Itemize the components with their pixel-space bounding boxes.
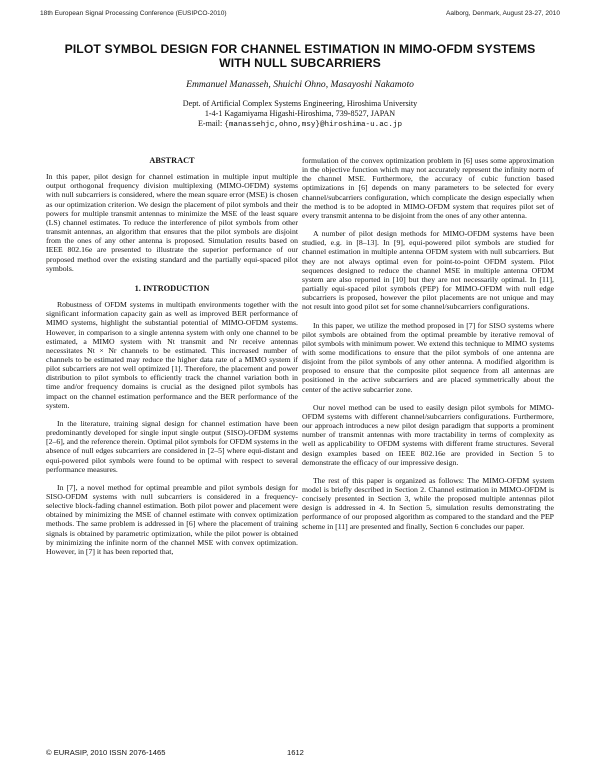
affiliation-email-line <box>100 119 500 130</box>
affiliation-address: 1-4-1 Kagamiyama Higashi-Hiroshima, 739-8527, JAPAN <box>204 109 396 118</box>
location-date-header: Aalborg, Denmark, August 23-27, 2010 <box>446 10 560 17</box>
left-column <box>46 156 298 556</box>
right-column <box>302 156 554 531</box>
abstract-heading: ABSTRACT <box>149 156 195 165</box>
body-paragraph: formulation of the convex optimization problem in [6] uses some approximation in the objective function which may not accurately represent the infinity norm of the channel MSE. Furthermore, the accuracy of cubic function based optimizations in [6] depends on many parameters to be selected for every channel/subcarriers configuration, which complicate the design especially when the method is to be adopted in MIMO-OFDM system that requires pilot set of every transmit antenna to be disjoint from the ones of any other antenna. <box>302 156 554 220</box>
abstract-text: In this paper, pilot design for channel estimation in multiple input multiple output orthogonal frequency division multiplexing (MIMO-OFDM) systems with null subcarriers is considered, where the mean square error (MSE) is chosen as our optimization criterion. We design the placement of pilot symbols and their powers for multiple transmit antennas to minimize the MSE of the least square (LS) channel estimates. To reduce the interference of pilot symbols from other transmit antennas, an algorithm that ensures that the pilot symbols are disjoint from the ones of any other antenna is proposed. Simulation results based on IEEE 802.16e are presented to illustrate the superior performance of our proposed method over the existing standard and the partially equi-spaced pilot symbols. <box>46 172 299 273</box>
paper-title: PILOT SYMBOL DESIGN FOR CHANNEL ESTIMATION IN MIMO-OFDM SYSTEMS WITH NULL SUBCARRIERS <box>64 42 536 70</box>
intro-paragraph: In the literature, training signal design for channel estimation have been predominantly developed for single input single output (SISO)-OFDM systems [2–6], and the reference therein. Optimal pilot symbols for OFDM systems in the absence of null edges subcarriers are considered in [2–5] where equi-distant and equi-powered pilot symbols were found to be optimal with respect to several performance measures. <box>46 418 298 474</box>
intro-paragraph: Robustness of OFDM systems in multipath environments together with the significant information capacity gain as well as improved BER performance of MIMO systems, highlight the substantial potential of MIMO-OFDM systems. However, in comparison to a single antenna system with only one channel to be estimated, a MIMO system with Nt transmit and Nr receive antennas necessitates Nt × Nr channels to be estimated. This increased number of channels to be estimated may reduce the higher data rate of a MIMO system if pilot subcarriers are not well optimized [1]. Therefore, the placement and power distribution to pilot symbols to efficiently track the channel variation both in time and/or frequency domains is crucial as the designed pilot symbols has impact on the channel estimation performance and the BER performance of the system. <box>46 300 298 410</box>
conference-header: 18th European Signal Processing Conference (EUSIPCO-2010) <box>40 10 227 17</box>
body-paragraph: A number of pilot design methods for MIMO-OFDM systems have been studied, e.g. in [8–13]. In [9], equi-powered pilot symbols are studied for channel estimation in multiple antenna OFDM system with null subcarriers. But they are not always optimal even for point-to-point OFDM system. Pilot sequences designed to reduce the channel MSE in multiple antenna OFDM system are also reported in [10] but they are not necessarily optimal. In [11], partially equi-spaced pilot symbols (PEP) for MIMO-OFDM with null edge subcarriers is proposed, however the pilot placements are not unique and may not result into good pilot set for some channel/subcarriers configurations. <box>302 229 554 312</box>
page-number: 1612 <box>287 748 304 757</box>
body-paragraph: In this paper, we utilize the method proposed in [7] for SISO systems where pilot symbols are obtained from the optimal preamble by iterative removal of pilot symbols with minimum power. We extend this technique to MIMO systems with some modifications to ensure that the pilot symbols of one antenna are disjoint from the pilot symbols of any other antenna. A modified algorithm is proposed to ensure that the composite pilot sequence from all antennas are positioned in the active subcarriers and are placed symmetrically about the center of the active subcarrier zone. <box>302 320 554 394</box>
email-address: {manassehjc,ohno,msy}@hiroshima-u.ac.jp <box>224 121 403 129</box>
email-label: E-mail: <box>197 119 223 128</box>
body-paragraph: Our novel method can be used to easily design pilot symbols for MIMO-OFDM systems with different channel/subcarriers configurations. Furthermore, our approach introduces a new pilot design paradigm that supports a prominent number of transmit antennas with more tractability in terms of complexity as well as applicability to OFDM systems with different frame structures. Several design examples based on IEEE 802.16e are provided in Section 5 to demonstrate the efficacy of our impressive design. <box>302 402 554 467</box>
affiliation-dept: Dept. of Artificial Complex Systems Engineering, Hiroshima University <box>182 99 418 108</box>
body-paragraph: The rest of this paper is organized as follows: The MIMO-OFDM system model is briefly described in Section 2. Channel estimation in MIMO-OFDM is concisely presented in Section 3, while the proposed multiple antennas pilot design is addressed in 4. In Section 5, simulation results demonstrating the performance of our proposed algorithm as compared to the standard and the PEP scheme in [11] are presented and finally, Section 6 concludes our paper. <box>302 475 554 531</box>
intro-paragraph: In [7], a novel method for optimal preamble and pilot symbols design for SISO-OFDM systems with null subcarriers is considered in a frequency-selective block-fading channel estimation. Both pilot power and placement were obtained by minimizing the MSE of channel estimate with convex optimization methods. The same problem is addressed in [6] where the placement of training signals is obtained by parametric optimization, while the pilot power is obtained by minimizing the infinite norm of the channel MSE with convex optimization. However, in [7] it has been reported that, <box>46 482 298 556</box>
paper-authors: Emmanuel Manasseh, Shuichi Ohno, Masayoshi Nakamoto <box>186 79 414 90</box>
introduction-heading: 1. INTRODUCTION <box>134 283 210 293</box>
affiliation-block <box>100 99 500 130</box>
copyright-footer: © EURASIP, 2010 ISSN 2076-1465 <box>46 748 166 757</box>
